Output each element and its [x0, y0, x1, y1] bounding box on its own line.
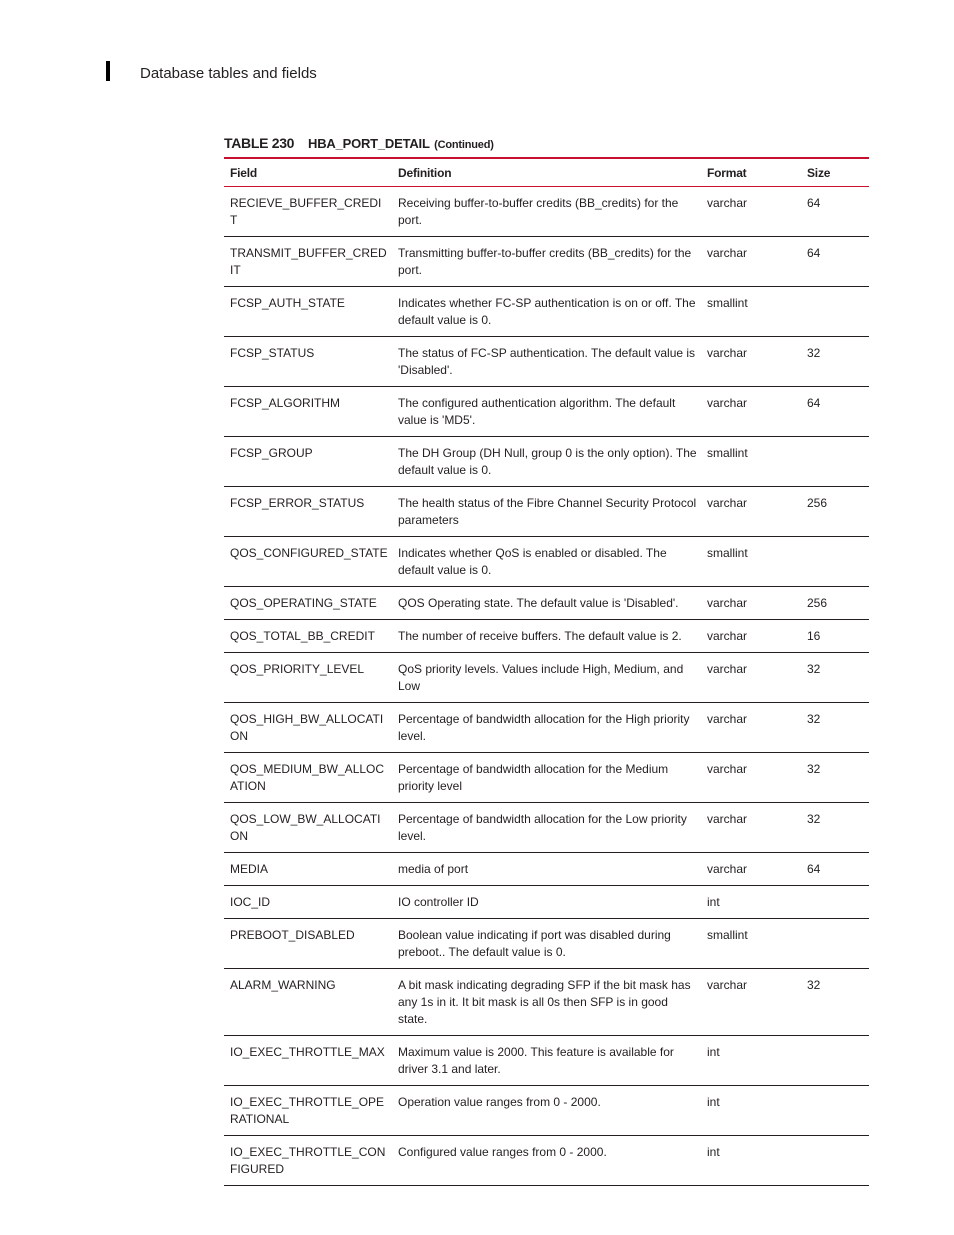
cell-field: FCSP_AUTH_STATE — [224, 287, 392, 337]
cell-size — [801, 919, 869, 969]
cell-definition: Indicates whether QoS is enabled or disabled. The default value is 0. — [392, 537, 701, 587]
table-row — [224, 387, 869, 437]
table-row — [224, 653, 869, 703]
cell-field: QOS_OPERATING_STATE — [224, 587, 392, 620]
cell-format: varchar — [701, 653, 801, 703]
column-header-field: Field — [224, 158, 392, 187]
cell-field: FCSP_STATUS — [224, 337, 392, 387]
cell-size: 32 — [801, 337, 869, 387]
cell-field: ALARM_WARNING — [224, 969, 392, 1036]
cell-definition: media of port — [392, 853, 701, 886]
cell-format: int — [701, 886, 801, 919]
cell-definition: Operation value ranges from 0 - 2000. — [392, 1086, 701, 1136]
table-row — [224, 1086, 869, 1136]
cell-format: varchar — [701, 487, 801, 537]
cell-definition: Receiving buffer-to-buffer credits (BB_credits) for the port. — [392, 187, 701, 237]
cell-format: varchar — [701, 753, 801, 803]
cell-definition: Indicates whether FC-SP authentication is on or off. The default value is 0. — [392, 287, 701, 337]
table-row — [224, 1136, 869, 1186]
cell-size: 64 — [801, 237, 869, 287]
cell-field: QOS_TOTAL_BB_CREDIT — [224, 620, 392, 653]
cell-size: 256 — [801, 587, 869, 620]
cell-field: PREBOOT_DISABLED — [224, 919, 392, 969]
cell-field: MEDIA — [224, 853, 392, 886]
cell-field: FCSP_GROUP — [224, 437, 392, 487]
cell-size: 32 — [801, 969, 869, 1036]
cell-size: 32 — [801, 703, 869, 753]
table-row — [224, 237, 869, 287]
table-row — [224, 337, 869, 387]
cell-definition: The configured authentication algorithm. The default value is 'MD5'. — [392, 387, 701, 437]
cell-format: smallint — [701, 537, 801, 587]
cell-definition: Transmitting buffer-to-buffer credits (BB_credits) for the port. — [392, 237, 701, 287]
cell-format: varchar — [701, 853, 801, 886]
table-continued-note: (Continued) — [434, 139, 494, 151]
cell-size — [801, 886, 869, 919]
cell-format: varchar — [701, 187, 801, 237]
cell-size — [801, 537, 869, 587]
cell-field: QOS_MEDIUM_BW_ALLOCATION — [224, 753, 392, 803]
cell-definition: The status of FC-SP authentication. The default value is 'Disabled'. — [392, 337, 701, 387]
cell-definition: A bit mask indicating degrading SFP if the bit mask has any 1s in it. It bit mask is all 0s then SFP is in good state. — [392, 969, 701, 1036]
table-row — [224, 753, 869, 803]
cell-definition: Percentage of bandwidth allocation for the Low priority level. — [392, 803, 701, 853]
table-body — [224, 187, 869, 1186]
cell-field: IO_EXEC_THROTTLE_OPERATIONAL — [224, 1086, 392, 1136]
cell-format: varchar — [701, 620, 801, 653]
column-header-size: Size — [801, 158, 869, 187]
table-row — [224, 620, 869, 653]
cell-format: varchar — [701, 237, 801, 287]
cell-field: IO_EXEC_THROTTLE_CONFIGURED — [224, 1136, 392, 1186]
table-row — [224, 287, 869, 337]
cell-definition: The number of receive buffers. The default value is 2. — [392, 620, 701, 653]
cell-field: QOS_HIGH_BW_ALLOCATION — [224, 703, 392, 753]
cell-definition: The DH Group (DH Null, group 0 is the only option). The default value is 0. — [392, 437, 701, 487]
cell-field: QOS_PRIORITY_LEVEL — [224, 653, 392, 703]
cell-field: IO_EXEC_THROTTLE_MAX — [224, 1036, 392, 1086]
cell-size — [801, 1086, 869, 1136]
cell-format: int — [701, 1086, 801, 1136]
cell-format: int — [701, 1036, 801, 1086]
cell-field: FCSP_ERROR_STATUS — [224, 487, 392, 537]
cell-size: 32 — [801, 803, 869, 853]
cell-format: varchar — [701, 803, 801, 853]
table-row — [224, 537, 869, 587]
table-row — [224, 853, 869, 886]
cell-field: QOS_LOW_BW_ALLOCATION — [224, 803, 392, 853]
cell-size — [801, 1136, 869, 1186]
cell-format: varchar — [701, 969, 801, 1036]
table-row — [224, 187, 869, 237]
cell-field: QOS_CONFIGURED_STATE — [224, 537, 392, 587]
cell-field: IOC_ID — [224, 886, 392, 919]
table-title: HBA_PORT_DETAIL — [308, 136, 430, 151]
cell-format: varchar — [701, 387, 801, 437]
cell-size — [801, 437, 869, 487]
table-row — [224, 969, 869, 1036]
cell-size: 64 — [801, 187, 869, 237]
table-row — [224, 487, 869, 537]
cell-field: FCSP_ALGORITHM — [224, 387, 392, 437]
cell-size — [801, 1036, 869, 1086]
table-row — [224, 803, 869, 853]
cell-size: 256 — [801, 487, 869, 537]
table-header-row — [224, 158, 869, 187]
cell-format: smallint — [701, 437, 801, 487]
cell-field: TRANSMIT_BUFFER_CREDIT — [224, 237, 392, 287]
cell-size: 64 — [801, 387, 869, 437]
cell-definition: Boolean value indicating if port was disabled during preboot.. The default value is 0. — [392, 919, 701, 969]
column-header-format: Format — [701, 158, 801, 187]
table-row — [224, 703, 869, 753]
cell-definition: Maximum value is 2000. This feature is available for driver 3.1 and later. — [392, 1036, 701, 1086]
cell-format: int — [701, 1136, 801, 1186]
cell-format: varchar — [701, 703, 801, 753]
table-container — [224, 157, 869, 1186]
cell-format: varchar — [701, 337, 801, 387]
cell-size: 32 — [801, 753, 869, 803]
cell-format: smallint — [701, 287, 801, 337]
column-header-definition: Definition — [392, 158, 701, 187]
cell-definition: Percentage of bandwidth allocation for the Medium priority level — [392, 753, 701, 803]
table-row — [224, 587, 869, 620]
cell-field: RECIEVE_BUFFER_CREDIT — [224, 187, 392, 237]
cell-definition: IO controller ID — [392, 886, 701, 919]
cell-definition: QoS priority levels. Values include High, Medium, and Low — [392, 653, 701, 703]
margin-change-bar — [106, 61, 110, 81]
cell-format: smallint — [701, 919, 801, 969]
cell-definition: QOS Operating state. The default value is 'Disabled'. — [392, 587, 701, 620]
table-row — [224, 437, 869, 487]
cell-definition: Percentage of bandwidth allocation for the High priority level. — [392, 703, 701, 753]
table-row — [224, 1036, 869, 1086]
cell-size: 16 — [801, 620, 869, 653]
table-row — [224, 886, 869, 919]
table-row — [224, 919, 869, 969]
cell-size — [801, 287, 869, 337]
cell-definition: Configured value ranges from 0 - 2000. — [392, 1136, 701, 1186]
running-header: Database tables and fields — [140, 65, 317, 82]
cell-size: 32 — [801, 653, 869, 703]
hba-port-detail-table — [224, 157, 869, 1186]
table-caption — [224, 135, 494, 153]
cell-definition: The health status of the Fibre Channel Security Protocol parameters — [392, 487, 701, 537]
cell-format: varchar — [701, 587, 801, 620]
table-number: TABLE 230 — [224, 135, 295, 151]
cell-size: 64 — [801, 853, 869, 886]
